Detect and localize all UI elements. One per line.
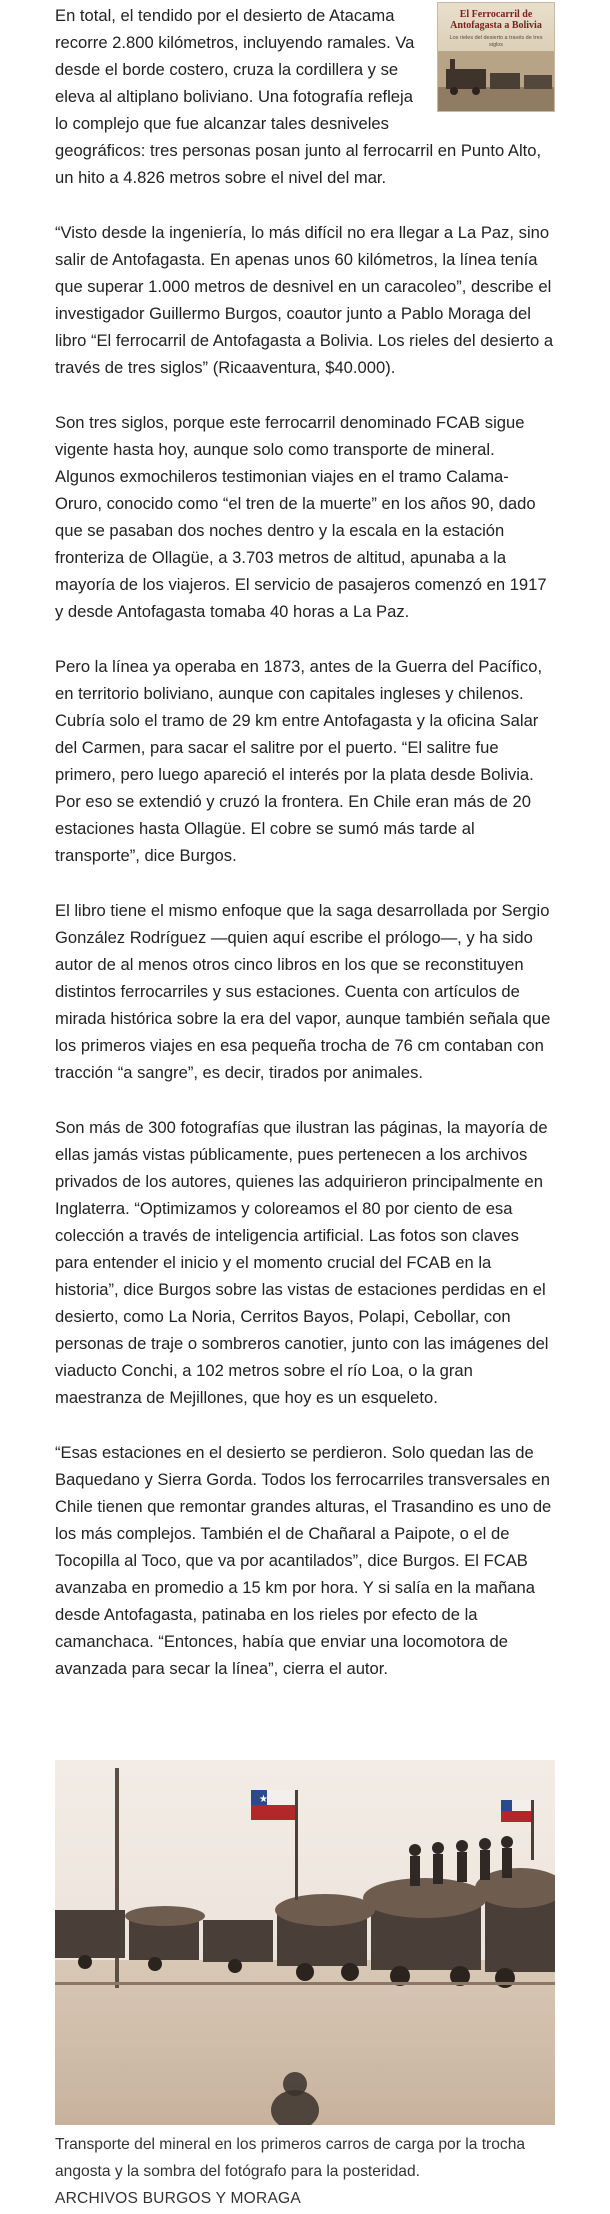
book-cover-train-photo	[438, 51, 555, 111]
photo-credit: ARCHIVOS BURGOS Y MORAGA	[55, 2190, 301, 2207]
svg-text:★: ★	[259, 1794, 268, 1805]
paragraph-7: “Esas estaciones en el desierto se perdieron. Solo quedan las de Baquedano y Sierra Gorda. Todos los ferrocarriles transversales en Chile tienen que remontar grandes alturas, el Trasandino es uno de los más complejos. También el de Chañaral a Paipote, o el de Tocopilla al Toco, que va por acantilados”, dice Burgos. El FCAB avanzaba en promedio a 15 km por hora. Y si salía en la mañana desde Antofagasta, patinaba en los rieles por efecto de la camanchaca. “Entonces, había que enviar una locomotora de avanzada para secar la línea”, cierra el autor.	[55, 1443, 552, 1678]
book-cover-title: El Ferrocarril de Antofagasta a Bolivia	[450, 9, 542, 31]
paragraph-6: Son más de 300 fotografías que ilustran las páginas, la mayoría de ellas jamás vistas públicamente, pues pertenecen a los archivos privados de los autores, quienes las adquirieron principalmente en Inglaterra. “Optimizamos y coloreamos el 80 por ciento de esa colección a través de inteligencia artificial. Las fotos son claves para entender el inicio y el momento crucial del FCAB en la historia”, dice Burgos sobre las vistas de estaciones perdidas en el desierto, como La Noria, Cerritos Bayos, Polapi, Cebollar, con personas de traje o sombreros canotier, junto con las imágenes del viaducto Conchi, a 102 metros sobre el río Loa, o la gran maestranza de Mejillones, que hoy es un esqueleto.	[55, 1118, 549, 1407]
paragraph-3: Son tres siglos, porque este ferrocarril denominado FCAB sigue vigente hasta hoy, aunque solo como transporte de mineral. Algunos exmochileros testimonian viajes en el tramo Calama-Oruro, conocido como “el tren de la muerte” en los años 90, dado que se pasaban dos noches dentro y la escala en la estación fronteriza de Ollagüe, a 3.703 metros de altitud, apunaba a la mayoría de los viajeros. El servicio de pasajeros comenzó en 1917 y desde Antofagasta tomaba 40 horas a La Paz.	[55, 413, 547, 621]
paragraph-2: “Visto desde la ingeniería, lo más difícil no era llegar a La Paz, sino salir de Antofagasta. En apenas unos 60 kilómetros, la línea tenía que superar 1.000 metros de desnivel en un caracoleo”, describe el investigador Guillermo Burgos, coautor junto a Pablo Moraga del libro “El ferrocarril de Antofagasta a Bolivia. Los rieles del desierto a través de tres siglos” (Ricaaventura, $40.000).	[55, 223, 554, 377]
book-cover-subtitle: Los rieles del desierto a través de tres siglos	[449, 35, 543, 48]
paragraph-1	[55, 2, 555, 191]
paragraph-1-text: En total, el tendido por el desierto de Atacama recorre 2.800 kilómetros, incluyendo ramales. Va desde el borde costero, cruza la cordillera y se eleva al altiplano boliviano. Una fotografía refleja lo complejo que fue alcanzar tales desniveles geográficos: tres personas posan junto al ferrocarril en Punto Alto, un hito a 4.826 metros sobre el nivel del mar.	[55, 6, 542, 187]
photo-caption: Transporte del mineral en los primeros carros de carga por la trocha angosta y la sombra del fotógrafo para la posteridad.	[55, 2136, 526, 2180]
paragraph-4: Pero la línea ya operaba en 1873, antes de la Guerra del Pacífico, en territorio boliviano, aunque con capitales ingleses y chilenos. Cubría solo el tramo de 29 km entre Antofagasta y la oficina Salar del Carmen, para sacar el salitre por el puerto. “El salitre fue primero, pero luego apareció el interés por la plata desde Bolivia. Por eso se extendió y cruzó la frontera. En Chile eran más de 20 estaciones hasta Ollagüe. El cobre se sumó más tarde al transporte”, dice Burgos.	[55, 657, 543, 865]
article-body	[55, 0, 555, 1710]
paragraph-5: El libro tiene el mismo enfoque que la saga desarrollada por Sergio González Rodríguez —quien aquí escribe el prólogo—, y ha sido autor de al menos otros cinco libros en los que se reconstituyen distintos ferrocarriles y sus estaciones. Cuenta con artículos de mirada histórica sobre la era del vapor, aunque también señala que los primeros viajes en esa pequeña trocha de 76 cm contaban con tracción “a sangre”, es decir, tirados por animales.	[55, 901, 551, 1082]
train-photo	[55, 1760, 555, 2125]
train-photo-illustration	[55, 1760, 555, 2125]
book-cover-image	[437, 2, 555, 112]
